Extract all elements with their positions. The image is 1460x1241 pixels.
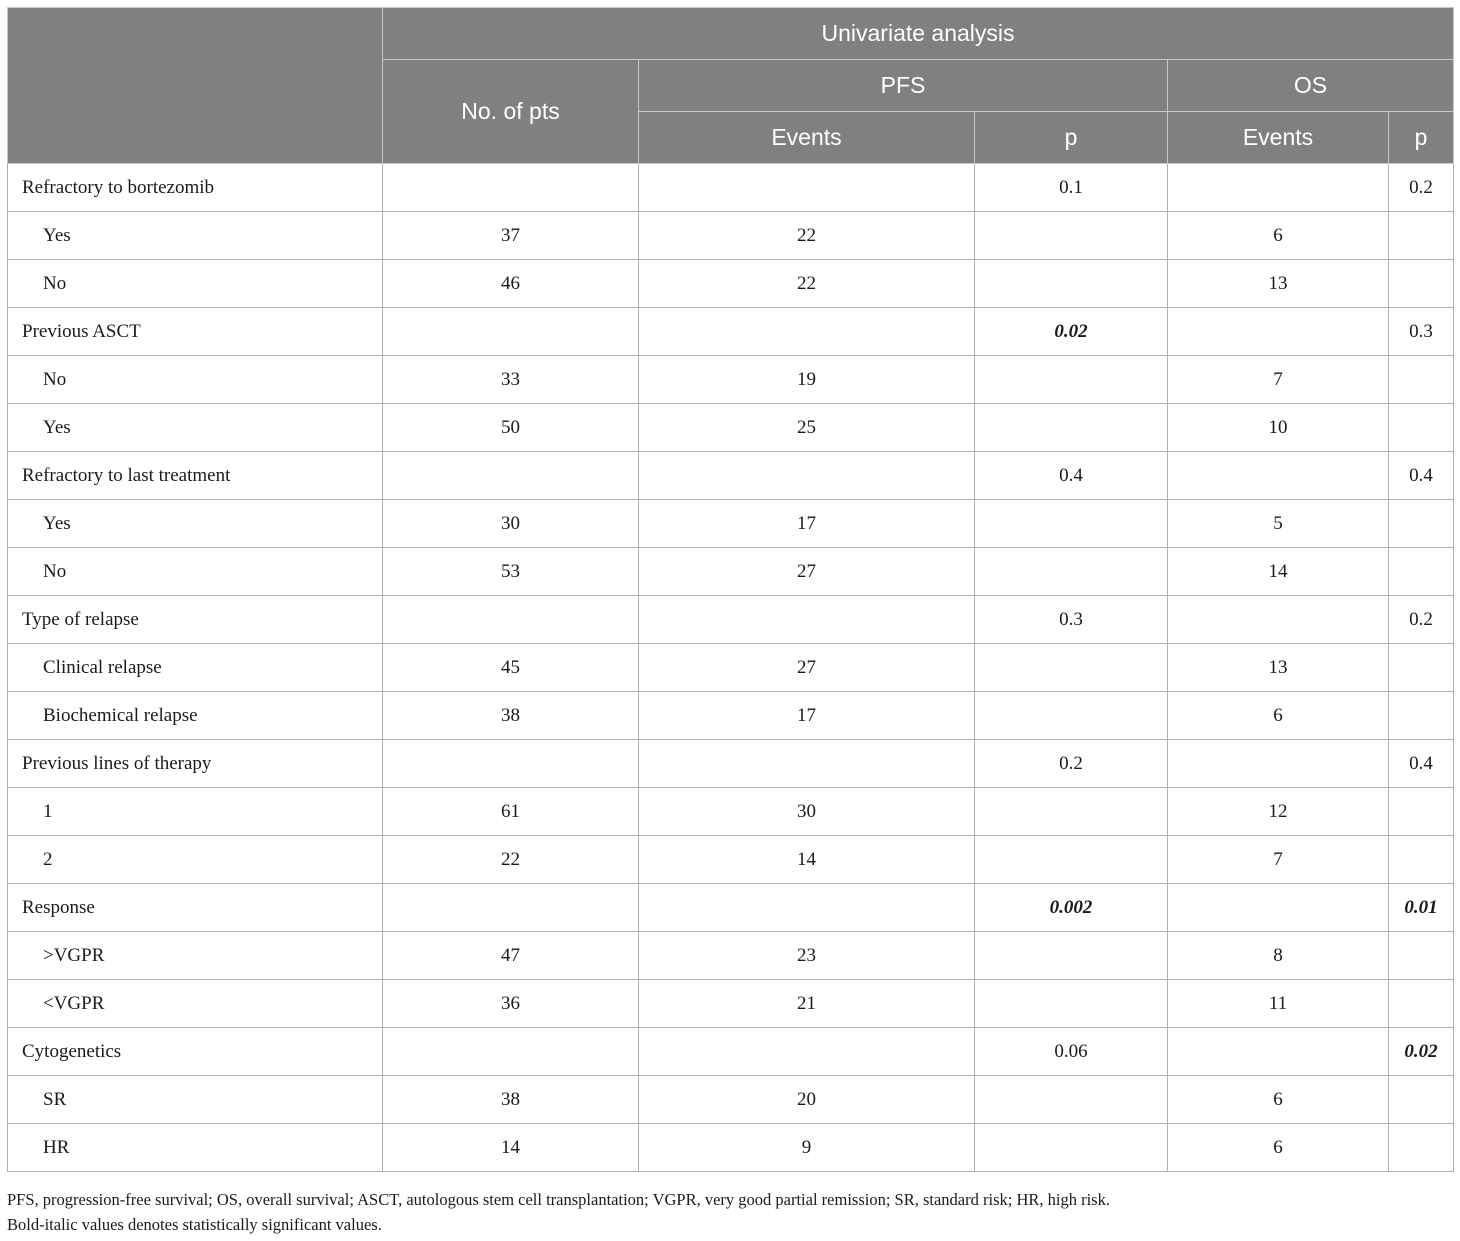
os-events-cell: 6 xyxy=(1168,692,1389,740)
no-of-pts-cell: 61 xyxy=(383,788,639,836)
os-p-cell: 0.3 xyxy=(1389,308,1454,356)
no-of-pts-cell: 38 xyxy=(383,692,639,740)
table-row xyxy=(8,500,1454,548)
pfs-p-cell: 0.1 xyxy=(975,164,1168,212)
no-of-pts-cell xyxy=(383,884,639,932)
pfs-p-cell xyxy=(975,356,1168,404)
no-of-pts-cell: 47 xyxy=(383,932,639,980)
table-row xyxy=(8,308,1454,356)
no-of-pts-cell: 46 xyxy=(383,260,639,308)
table-row xyxy=(8,1076,1454,1124)
os-events-cell xyxy=(1168,452,1389,500)
pfs-events-cell: 23 xyxy=(639,932,975,980)
table-row xyxy=(8,740,1454,788)
no-of-pts-cell: 33 xyxy=(383,356,639,404)
row-label-cell: 1 xyxy=(8,788,383,836)
header-pfs-events: Events xyxy=(639,112,975,164)
pfs-p-cell xyxy=(975,404,1168,452)
pfs-events-cell: 17 xyxy=(639,500,975,548)
footnote-abbreviations: PFS, progression-free survival; OS, overall survival; ASCT, autologous stem cell transplantation; VGPR, very good partial remission; SR, standard risk; HR, high risk. xyxy=(7,1190,1110,1209)
row-label-cell: Biochemical relapse xyxy=(8,692,383,740)
table-row xyxy=(8,356,1454,404)
table-header xyxy=(8,8,1454,164)
os-events-cell xyxy=(1168,1028,1389,1076)
no-of-pts-cell: 36 xyxy=(383,980,639,1028)
row-label-cell: No xyxy=(8,548,383,596)
table-row xyxy=(8,644,1454,692)
os-events-cell: 5 xyxy=(1168,500,1389,548)
header-pfs-p: p xyxy=(975,112,1168,164)
no-of-pts-cell xyxy=(383,740,639,788)
pfs-events-cell: 9 xyxy=(639,1124,975,1172)
os-events-cell xyxy=(1168,884,1389,932)
pfs-p-cell xyxy=(975,644,1168,692)
results-table-container xyxy=(7,7,1453,1172)
pfs-events-cell xyxy=(639,1028,975,1076)
table-row xyxy=(8,692,1454,740)
pfs-events-cell: 19 xyxy=(639,356,975,404)
row-label-cell: 2 xyxy=(8,836,383,884)
os-events-cell: 8 xyxy=(1168,932,1389,980)
table-footnotes xyxy=(7,1187,1453,1237)
row-label-cell: Previous lines of therapy xyxy=(8,740,383,788)
pfs-p-cell xyxy=(975,980,1168,1028)
table-row xyxy=(8,212,1454,260)
os-events-cell: 6 xyxy=(1168,212,1389,260)
pfs-p-cell xyxy=(975,932,1168,980)
os-p-cell xyxy=(1389,692,1454,740)
os-events-cell: 6 xyxy=(1168,1124,1389,1172)
os-events-cell: 7 xyxy=(1168,356,1389,404)
os-p-cell xyxy=(1389,788,1454,836)
table-row xyxy=(8,884,1454,932)
os-events-cell: 12 xyxy=(1168,788,1389,836)
pfs-events-cell: 27 xyxy=(639,644,975,692)
pfs-p-cell xyxy=(975,260,1168,308)
table-row xyxy=(8,980,1454,1028)
no-of-pts-cell: 30 xyxy=(383,500,639,548)
row-label-cell: Clinical relapse xyxy=(8,644,383,692)
os-events-cell: 6 xyxy=(1168,1076,1389,1124)
pfs-events-cell xyxy=(639,308,975,356)
os-events-cell: 13 xyxy=(1168,260,1389,308)
pfs-p-cell xyxy=(975,500,1168,548)
pfs-events-cell: 22 xyxy=(639,212,975,260)
no-of-pts-cell: 22 xyxy=(383,836,639,884)
table-body xyxy=(8,164,1454,1172)
row-label-cell: Response xyxy=(8,884,383,932)
os-events-cell xyxy=(1168,596,1389,644)
row-label-cell: SR xyxy=(8,1076,383,1124)
pfs-p-cell xyxy=(975,212,1168,260)
row-label-cell: Yes xyxy=(8,212,383,260)
table-row xyxy=(8,452,1454,500)
os-events-cell: 7 xyxy=(1168,836,1389,884)
os-p-cell xyxy=(1389,212,1454,260)
table-row xyxy=(8,260,1454,308)
pfs-events-cell: 17 xyxy=(639,692,975,740)
pfs-events-cell xyxy=(639,596,975,644)
table-row xyxy=(8,404,1454,452)
pfs-events-cell xyxy=(639,164,975,212)
no-of-pts-cell: 37 xyxy=(383,212,639,260)
no-of-pts-cell: 45 xyxy=(383,644,639,692)
pfs-events-cell xyxy=(639,884,975,932)
os-p-cell: 0.02 xyxy=(1389,1028,1454,1076)
header-pfs: PFS xyxy=(639,60,1168,112)
header-blank-cell xyxy=(8,8,383,164)
pfs-p-cell xyxy=(975,788,1168,836)
no-of-pts-cell: 50 xyxy=(383,404,639,452)
pfs-p-cell: 0.4 xyxy=(975,452,1168,500)
no-of-pts-cell xyxy=(383,164,639,212)
pfs-events-cell xyxy=(639,740,975,788)
os-events-cell xyxy=(1168,164,1389,212)
os-p-cell: 0.2 xyxy=(1389,596,1454,644)
row-label-cell: Refractory to bortezomib xyxy=(8,164,383,212)
os-p-cell xyxy=(1389,644,1454,692)
os-p-cell: 0.4 xyxy=(1389,740,1454,788)
header-os-events: Events xyxy=(1168,112,1389,164)
row-label-cell: HR xyxy=(8,1124,383,1172)
row-label-cell: Refractory to last treatment xyxy=(8,452,383,500)
no-of-pts-cell: 38 xyxy=(383,1076,639,1124)
pfs-p-cell: 0.3 xyxy=(975,596,1168,644)
no-of-pts-cell xyxy=(383,308,639,356)
pfs-events-cell: 21 xyxy=(639,980,975,1028)
univariate-analysis-table xyxy=(7,7,1454,1172)
os-events-cell: 10 xyxy=(1168,404,1389,452)
os-p-cell: 0.4 xyxy=(1389,452,1454,500)
pfs-p-cell: 0.2 xyxy=(975,740,1168,788)
header-no-of-pts: No. of pts xyxy=(383,60,639,164)
row-label-cell: Cytogenetics xyxy=(8,1028,383,1076)
os-events-cell xyxy=(1168,308,1389,356)
no-of-pts-cell: 53 xyxy=(383,548,639,596)
pfs-events-cell: 20 xyxy=(639,1076,975,1124)
os-events-cell xyxy=(1168,740,1389,788)
no-of-pts-cell xyxy=(383,1028,639,1076)
os-p-cell xyxy=(1389,980,1454,1028)
row-label-cell: <VGPR xyxy=(8,980,383,1028)
pfs-p-cell xyxy=(975,548,1168,596)
row-label-cell: Type of relapse xyxy=(8,596,383,644)
row-label-cell: Yes xyxy=(8,404,383,452)
pfs-p-cell: 0.002 xyxy=(975,884,1168,932)
os-p-cell xyxy=(1389,500,1454,548)
footnote-significance: Bold-italic values denotes statistically significant values. xyxy=(7,1215,382,1234)
os-p-cell xyxy=(1389,404,1454,452)
pfs-events-cell: 25 xyxy=(639,404,975,452)
pfs-p-cell xyxy=(975,692,1168,740)
pfs-events-cell: 22 xyxy=(639,260,975,308)
table-row xyxy=(8,788,1454,836)
no-of-pts-cell: 14 xyxy=(383,1124,639,1172)
pfs-p-cell: 0.02 xyxy=(975,308,1168,356)
pfs-events-cell: 14 xyxy=(639,836,975,884)
header-os-p: p xyxy=(1389,112,1454,164)
os-p-cell xyxy=(1389,932,1454,980)
row-label-cell: No xyxy=(8,356,383,404)
os-p-cell xyxy=(1389,548,1454,596)
row-label-cell: >VGPR xyxy=(8,932,383,980)
table-row xyxy=(8,1124,1454,1172)
row-label-cell: No xyxy=(8,260,383,308)
table-row xyxy=(8,932,1454,980)
table-row xyxy=(8,548,1454,596)
table-row xyxy=(8,164,1454,212)
header-univariate-analysis: Univariate analysis xyxy=(383,8,1454,60)
os-p-cell xyxy=(1389,356,1454,404)
os-p-cell xyxy=(1389,1124,1454,1172)
pfs-events-cell: 27 xyxy=(639,548,975,596)
pfs-p-cell xyxy=(975,836,1168,884)
os-events-cell: 13 xyxy=(1168,644,1389,692)
row-label-cell: Previous ASCT xyxy=(8,308,383,356)
os-p-cell: 0.2 xyxy=(1389,164,1454,212)
pfs-p-cell xyxy=(975,1124,1168,1172)
row-label-cell: Yes xyxy=(8,500,383,548)
os-events-cell: 11 xyxy=(1168,980,1389,1028)
table-row xyxy=(8,1028,1454,1076)
os-events-cell: 14 xyxy=(1168,548,1389,596)
table-row xyxy=(8,596,1454,644)
header-os: OS xyxy=(1168,60,1454,112)
os-p-cell xyxy=(1389,1076,1454,1124)
pfs-p-cell: 0.06 xyxy=(975,1028,1168,1076)
os-p-cell: 0.01 xyxy=(1389,884,1454,932)
pfs-p-cell xyxy=(975,1076,1168,1124)
pfs-events-cell xyxy=(639,452,975,500)
no-of-pts-cell xyxy=(383,452,639,500)
no-of-pts-cell xyxy=(383,596,639,644)
os-p-cell xyxy=(1389,260,1454,308)
header-row-1 xyxy=(8,8,1454,60)
table-row xyxy=(8,836,1454,884)
os-p-cell xyxy=(1389,836,1454,884)
pfs-events-cell: 30 xyxy=(639,788,975,836)
